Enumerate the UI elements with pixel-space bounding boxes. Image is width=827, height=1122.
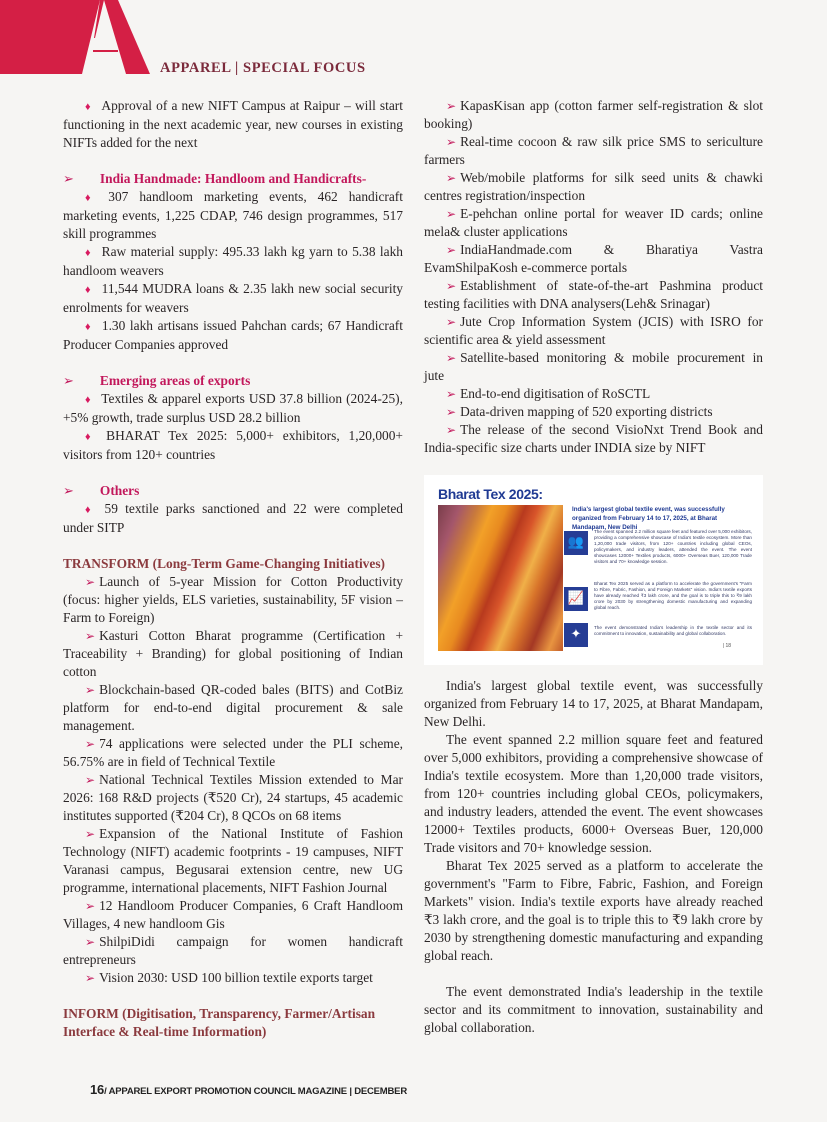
bharat-tex-infographic	[424, 475, 763, 665]
body-paragraph: India's largest global textile event, was successfully organized from February 14 to 17, 2025, at Bharat Mandapam, New Delhi.	[424, 678, 763, 729]
arrow-bullet-icon: ➢	[85, 971, 96, 985]
diamond-bullet-icon: ♦	[85, 101, 92, 113]
body-paragraph: Bharat Tex 2025 served as a platform to accelerate the government's "Farm to Fibre, Fabric, Fashion, and Foreign Markets" vision. India's textile exports have already reached ₹3 lakh crore, and the goal is to triple this to ₹9 lakh crore by 2030 by strengthening domestic manufacturing and expanding global reach.	[424, 858, 763, 963]
presenter-icon: 📈	[564, 587, 588, 611]
list-item: ♦ Raw material supply: 495.33 lakh kg yarn to 5.38 lakh handloom weavers	[63, 244, 403, 278]
list-item: ➢ National Technical Textiles Mission extended to Mar 2026: 168 R&D projects (₹520 Cr), 24 startups, 45 academic institutes supported (₹204 Cr), 8 QCOs on 68 items	[63, 772, 403, 823]
page-number: 16	[90, 1082, 105, 1097]
diamond-bullet-icon: ♦	[85, 431, 97, 443]
list-item: ♦ 307 handloom marketing events, 462 handicraft marketing events, 1,225 CDAP, 746 design programmes, 517 skill programmes	[63, 189, 403, 241]
list-item: ♦ 1.30 lakh artisans issued Pahchan cards; 67 Handicraft Producer Companies approved	[63, 318, 403, 352]
arrow-bullet-icon: ➢	[85, 899, 96, 913]
arrow-bullet-icon: ➢	[446, 135, 457, 149]
infographic-headline: India's largest global textile event, was successfully organized from February 14 to 17, 2025, at Bharat Mandapam, New Delhi	[572, 506, 725, 531]
arrow-bullet-icon: ➢	[446, 99, 457, 113]
arrow-bullet-icon: ➢	[446, 351, 457, 365]
arrow-bullet-icon: ➢	[85, 629, 96, 643]
intro-bullet: ♦ Approval of a new NIFT Campus at Raipur – will start functioning in the next academic year, new courses in existing NIFTs added for the next	[63, 98, 403, 150]
diamond-bullet-icon: ♦	[85, 321, 92, 333]
list-item: ➢ Web/mobile platforms for silk seed units & chawki centres registration/inspection	[424, 170, 763, 203]
list-item: ➢ E-pehchan online portal for weaver ID cards; online mela& cluster applications	[424, 206, 763, 239]
arrow-bullet-icon: ➢	[446, 405, 457, 419]
magazine-logo-a-icon	[0, 0, 160, 76]
arrow-bullet-icon: ➢	[85, 935, 96, 949]
arrow-bullet-icon: ➢	[63, 483, 74, 498]
list-item: ➢ The release of the second VisioNxt Trend Book and India-specific size charts under INDIA size by NIFT	[424, 422, 763, 455]
list-item: ♦ Textiles & apparel exports USD 37.8 billion (2024-25), +5% growth, trade surplus USD 28.2 billion	[63, 391, 403, 425]
arrow-bullet-icon: ➢	[446, 171, 457, 185]
section-title: APPAREL | SPECIAL FOCUS	[160, 60, 366, 76]
list-item: ➢ End-to-end digitisation of RoSCTL	[446, 386, 651, 401]
left-column	[63, 97, 403, 1041]
right-column	[424, 97, 763, 1037]
list-item: ➢ IndiaHandmade.com & Bharatiya Vastra EvamShilpaKosh e-commerce portals	[424, 242, 763, 275]
textile-fabric-photo	[438, 505, 563, 651]
arrow-bullet-icon: ➢	[446, 315, 457, 329]
list-item: ♦ BHARAT Tex 2025: 5,000+ exhibitors, 1,20,000+ visitors from 120+ countries	[63, 428, 403, 462]
arrow-bullet-icon: ➢	[446, 243, 457, 257]
list-item: ➢ KapasKisan app (cotton farmer self-registration & slot booking)	[424, 98, 763, 131]
list-item: ➢ ShilpiDidi campaign for women handicraft entrepreneurs	[63, 934, 403, 967]
transform-heading: TRANSFORM (Long-Term Game-Changing Initiatives)	[63, 556, 385, 571]
arrow-bullet-icon: ➢	[85, 827, 96, 841]
arrow-bullet-icon: ➢	[446, 387, 457, 401]
list-item: ➢ 74 applications were selected under the PLI scheme, 56.75% are in field of Technical Textile	[63, 736, 403, 769]
network-hand-icon: ✦	[564, 623, 588, 647]
list-item: ➢ Launch of 5-year Mission for Cotton Productivity (focus: higher yields, ELS varieties, sustainability, 5F vision – Farm to Foreign)	[63, 574, 403, 625]
arrow-bullet-icon: ➢	[85, 683, 96, 697]
emerging-heading: ➢ Emerging areas of exports	[63, 373, 251, 388]
list-item: ➢ Kasturi Cotton Bharat programme (Certification + Traceability + Branding) for global positioning of Indian cotton	[63, 628, 403, 679]
diamond-bullet-icon: ♦	[85, 284, 92, 296]
diamond-bullet-icon: ♦	[85, 247, 92, 259]
list-item: ➢ 12 Handloom Producer Companies, 6 Craft Handloom Villages, 4 new handloom Gis	[63, 898, 403, 931]
arrow-bullet-icon: ➢	[85, 575, 96, 589]
page-footer	[90, 1082, 407, 1097]
arrow-bullet-icon: ➢	[446, 207, 457, 221]
arrow-bullet-icon: ➢	[446, 279, 457, 293]
list-item: ♦ 11,544 MUDRA loans & 2.35 lakh new social security enrolments for weavers	[63, 281, 403, 315]
inform-heading: INFORM (Digitisation, Transparency, Farmer/Artisan Interface & Real-time Information)	[63, 1006, 376, 1039]
arrow-bullet-icon: ➢	[85, 773, 96, 787]
infographic-text: The event demonstrated India's leadership in the textile sector and its commitment to innovation, sustainability and global collaboration.	[594, 625, 752, 637]
list-item: ♦ 59 textile parks sanctioned and 22 were completed under SITP	[63, 501, 403, 535]
people-meeting-icon: 👥	[564, 531, 588, 555]
arrow-bullet-icon: ➢	[63, 373, 74, 388]
infographic-title: Bharat Tex 2025:	[438, 486, 543, 502]
footer-text: / APPAREL EXPORT PROMOTION COUNCIL MAGAZINE | DECEMBER	[104, 1086, 407, 1097]
arrow-bullet-icon: ➢	[446, 423, 457, 437]
list-item: ➢ Real-time cocoon & raw silk price SMS to sericulture farmers	[424, 134, 763, 167]
list-item: ➢ Jute Crop Information System (JCIS) with ISRO for scientific area & yield assessment	[424, 314, 763, 347]
infographic-text: Bharat Tex 2025 served as a platform to accelerate the government's "Farm to Fibre, Fabric, Fashion, and Foreign Markets" vision. India's textile exports have already reached ₹3 lakh crore, and the goal is to triple this to ₹9 lakh crore by 2030 by strengthening domestic manufacturing and expanding global reach.	[594, 581, 752, 611]
diamond-bullet-icon: ♦	[85, 504, 95, 516]
list-item: ➢ Establishment of state-of-the-art Pashmina product testing facilities with DNA analysers(Leh& Srinagar)	[424, 278, 763, 311]
others-heading: ➢ Others	[63, 483, 140, 498]
list-item: ➢ Blockchain-based QR-coded bales (BITS) and CotBiz platform for end-to-end digital procurement & sale management.	[63, 682, 403, 733]
arrow-bullet-icon: ➢	[85, 737, 96, 751]
diamond-bullet-icon: ♦	[85, 192, 99, 204]
body-paragraph: The event demonstrated India's leadership in the textile sector and its commitment to innovation, sustainability and global collaboration.	[424, 984, 763, 1035]
list-item: ➢ Satellite-based monitoring & mobile procurement in jute	[424, 350, 763, 383]
list-item: ➢ Data-driven mapping of 520 exporting districts	[446, 404, 713, 419]
infographic-text: The event spanned 2.2 million square feet and featured over 5,000 exhibitors, providing a comprehensive showcase of India's textile ecosystem. More than 1,20,000 trade visitors, from 120+ countries including global CEOs, policymakers, and industry leaders, attended the event. The event showcases 12000+ Textiles products, 6000+ Overseas Buer, 120,000 Trade visitors and 70+ knowledge session.	[594, 529, 752, 565]
list-item: ➢ Expansion of the National Institute of Fashion Technology (NIFT) academic footprints - 19 campuses, NIFT Varanasi campus, Begusarai extension centre, new UG programme, international placements, NIFT Fashion Journal	[63, 826, 403, 895]
diamond-bullet-icon: ♦	[85, 394, 92, 406]
handmade-heading: ➢ India Handmade: Handloom and Handicrafts-	[63, 171, 367, 186]
list-item: ➢ Vision 2030: USD 100 billion textile exports target	[85, 970, 373, 985]
body-paragraph: The event spanned 2.2 million square feet and featured over 5,000 exhibitors, providing a comprehensive showcase of India's textile ecosystem. More than 1,20,000 trade visitors, from 120+ countries including global CEOs, policymakers, and industry leaders, attended the event. The event showcases 12000+ Textiles products, 6000+ Overseas Buer, 120,000 Trade visitors and 70+ knowledge session.	[424, 732, 763, 855]
arrow-bullet-icon: ➢	[63, 171, 74, 186]
infographic-page-marker: | 18	[722, 643, 731, 649]
